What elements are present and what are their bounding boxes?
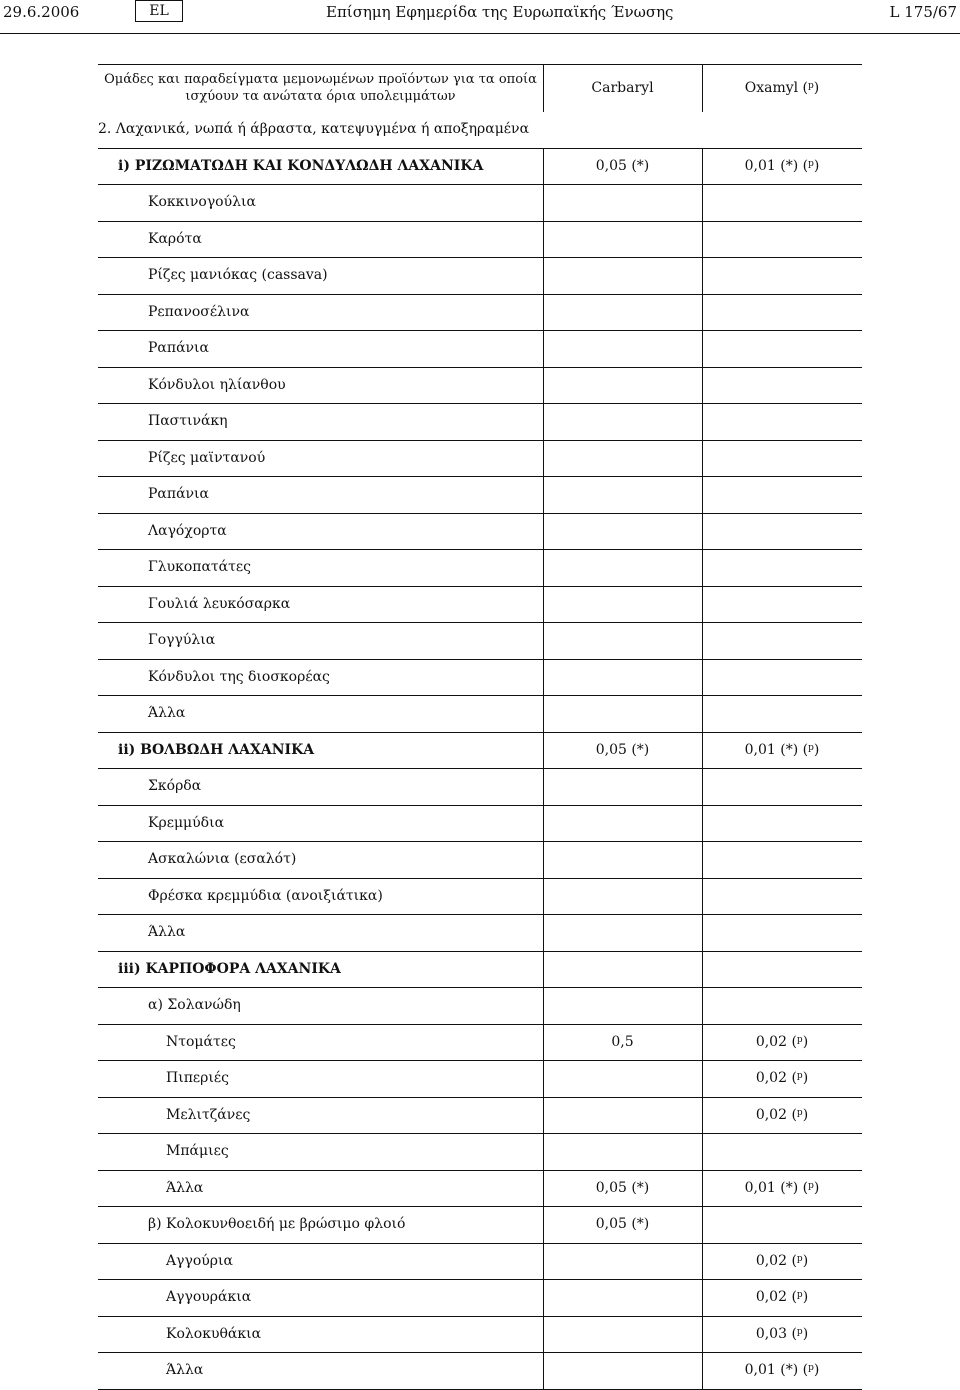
residue-limits-table (98, 64, 862, 1390)
product-label: Κοκκινογούλια (148, 194, 256, 210)
column-header-carbaryl: Carbaryl (591, 80, 654, 96)
oxamyl-value: 0,03 ($^p$) (755, 1325, 809, 1342)
journal-title: Επίσημη Εφημερίδα της Ευρωπαϊκής Ένωσης (326, 3, 674, 21)
product-label: Άλλα (166, 1362, 204, 1378)
product-label: Ρίζες μανιόκας (cassava) (148, 267, 328, 283)
product-label: Άλλα (148, 924, 186, 940)
carbaryl-value: 0,05 (*) (595, 1179, 650, 1196)
product-label: Πιπεριές (166, 1070, 229, 1086)
table-row (98, 476, 862, 513)
table-row (98, 294, 862, 331)
table-row (98, 367, 862, 404)
product-label: Ραπάνια (148, 340, 209, 356)
section-title-row (98, 112, 862, 148)
table-row (98, 1279, 862, 1316)
table-row (98, 695, 862, 732)
table-row (98, 148, 862, 185)
table-row (98, 549, 862, 586)
column-header-products: Ομάδες και παραδείγματα μεμονωμένων προϊόντων για τα οποία ισχύουν τα ανώτατα όρια υπολειμμάτων (104, 72, 537, 104)
product-label: Γογγύλια (148, 632, 216, 648)
oxamyl-value: 0,01 (*) ($^p$) (744, 1362, 820, 1378)
carbaryl-value: 0,05 (*) (595, 157, 650, 174)
header-date: 29.6.2006 (3, 3, 80, 21)
product-label: Άλλα (166, 1179, 204, 1196)
product-label: Μπάμιες (166, 1143, 229, 1159)
table-row (98, 1060, 862, 1097)
oxamyl-value: 0,02 ($^p$) (755, 1252, 809, 1269)
table-row (98, 987, 862, 1024)
table-row (98, 1170, 862, 1207)
carbaryl-value: 0,5 (611, 1033, 634, 1050)
table-row (98, 659, 862, 696)
product-label: Ασκαλώνια (εσαλότ) (148, 851, 297, 867)
product-label: Μελιτζάνες (166, 1106, 251, 1123)
product-label: Λαγόχορτα (148, 522, 227, 539)
oxamyl-value: 0,01 (*) ($^p$) (744, 741, 820, 758)
table-row (98, 221, 862, 258)
oxamyl-value: 0,01 (*) ($^p$) (744, 1179, 820, 1196)
table-row (98, 1316, 862, 1353)
product-label: Κολοκυθάκια (166, 1325, 262, 1342)
product-label: Παστινάκη (148, 413, 228, 429)
product-label: Ρεπανοσέλινα (148, 303, 250, 320)
column-header-oxamyl: Oxamyl ($^p$) (744, 80, 820, 96)
table-row (98, 1243, 862, 1280)
table-row (98, 732, 862, 769)
product-label: Άλλα (148, 705, 186, 721)
table-row (98, 330, 862, 367)
section-title: 2. Λαχανικά, νωπά ή άβραστα, κατεψυγμένα ή αποξηραμένα (98, 121, 530, 137)
carbaryl-value: 0,05 (*) (595, 741, 650, 758)
product-label: Ρίζες μαϊντανού (148, 449, 266, 466)
product-label: Γουλιά λευκόσαρκα (148, 595, 291, 612)
product-label: i) ΡΙΖΩΜΑΤΩΔΗ ΚΑΙ ΚΟΝΔΥΛΩΔΗ ΛΑΧΑΝΙΚΑ (118, 157, 484, 174)
table-row (98, 951, 862, 988)
product-label: Κρεμμύδια (148, 814, 225, 831)
table-row (98, 440, 862, 477)
oxamyl-value: 0,02 ($^p$) (755, 1289, 809, 1305)
table-row (98, 586, 862, 623)
oxamyl-value: 0,02 ($^p$) (755, 1033, 809, 1050)
table-header-row (98, 64, 862, 112)
product-label: Αγγούρια (166, 1252, 233, 1269)
product-label: iii) ΚΑΡΠΟΦΟΡΑ ΛΑΧΑΝΙΚΑ (118, 960, 341, 977)
table-row (98, 257, 862, 294)
product-label: Αγγουράκια (166, 1289, 252, 1305)
table-row (98, 513, 862, 550)
table-row (98, 841, 862, 878)
table-row (98, 805, 862, 842)
product-label: α) Σολανώδη (148, 997, 241, 1013)
table-row (98, 1206, 862, 1243)
product-label: Καρότα (148, 230, 202, 247)
product-label: Φρέσκα κρεμμύδια (ανοιξιάτικα) (148, 887, 383, 904)
page-reference: L 175/67 (889, 3, 957, 21)
carbaryl-value: 0,05 (*) (595, 1216, 650, 1232)
oxamyl-value: 0,02 ($^p$) (755, 1106, 809, 1123)
table-row (98, 1097, 862, 1134)
product-label: Ντομάτες (166, 1033, 236, 1050)
product-label: Ραπάνια (148, 486, 209, 502)
product-label: Γλυκοπατάτες (148, 559, 251, 575)
table-row (98, 184, 862, 221)
table-row (98, 622, 862, 659)
table-row (98, 878, 862, 915)
table-row (98, 1133, 862, 1170)
table-row (98, 1024, 862, 1061)
table-row (98, 1352, 862, 1390)
product-label: β) Κολοκυνθοειδή με βρώσιμο φλοιό (148, 1216, 406, 1232)
oxamyl-value: 0,02 ($^p$) (755, 1070, 809, 1086)
page-header (0, 0, 960, 34)
header-rule (0, 33, 960, 34)
table-row (98, 768, 862, 805)
product-label: Κόνδυλοι της διοσκορέας (148, 668, 330, 685)
product-label: Σκόρδα (148, 778, 202, 794)
language-badge: EL (135, 0, 183, 22)
product-label: Κόνδυλοι ηλίανθου (148, 376, 286, 393)
table-row (98, 914, 862, 951)
oxamyl-value: 0,01 (*) ($^p$) (744, 157, 820, 174)
product-label: ii) ΒΟΛΒΩΔΗ ΛΑΧΑΝΙΚΑ (118, 741, 315, 758)
table-row (98, 403, 862, 440)
